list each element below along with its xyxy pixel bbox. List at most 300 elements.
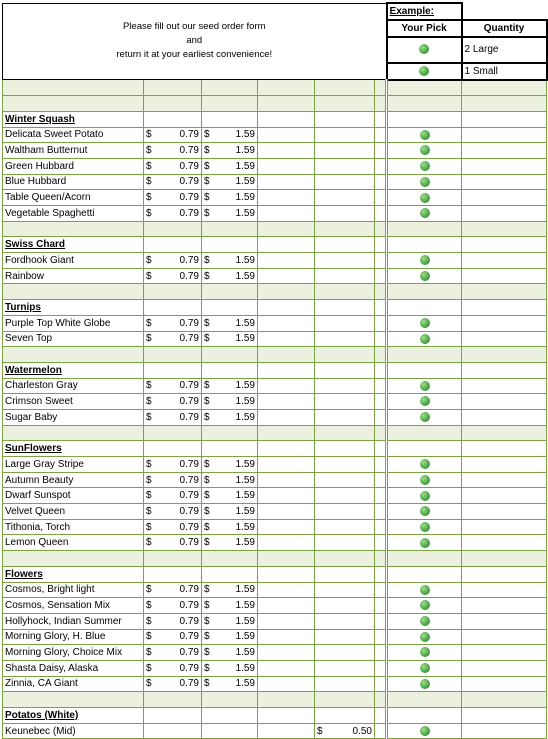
small-price	[144, 331, 202, 347]
your-pick-cell[interactable]	[387, 190, 462, 206]
pick-dot-icon[interactable]	[420, 193, 430, 203]
small-price	[144, 519, 202, 535]
pound-price	[315, 472, 375, 488]
currency-symbol: $	[204, 474, 210, 486]
pick-dot-icon[interactable]	[420, 538, 430, 548]
pick-dot-icon[interactable]	[420, 145, 430, 155]
large-price	[202, 472, 258, 488]
large-price	[202, 409, 258, 425]
your-pick-cell[interactable]	[387, 394, 462, 410]
your-pick-cell[interactable]	[387, 347, 462, 363]
pound-price	[315, 676, 375, 692]
currency-symbol: $	[204, 647, 210, 659]
quantity-cell[interactable]	[462, 441, 547, 457]
quantity-header: Quantity	[462, 20, 547, 37]
quantity-cell[interactable]	[462, 221, 547, 237]
category-label: Watermelon	[3, 362, 144, 378]
price-value: 0.79	[179, 333, 199, 345]
currency-symbol: $	[146, 647, 152, 659]
your-pick-cell[interactable]	[387, 613, 462, 629]
variety-name	[3, 96, 144, 112]
pound-price	[315, 158, 375, 174]
your-pick-cell[interactable]	[387, 143, 462, 159]
table-row	[3, 378, 547, 394]
spacer-cell	[375, 504, 387, 520]
quantity-cell[interactable]	[462, 111, 547, 127]
table-row	[3, 723, 547, 739]
large-price	[202, 613, 258, 629]
your-pick-cell[interactable]	[387, 519, 462, 535]
your-pick-cell[interactable]	[387, 645, 462, 661]
your-pick-cell[interactable]	[387, 331, 462, 347]
currency-symbol: $	[317, 725, 323, 737]
variety-name: Cosmos, Sensation Mix	[3, 598, 144, 614]
variety-name: Charleston Gray	[3, 378, 144, 394]
quantity-cell[interactable]	[462, 613, 547, 629]
price-value: 1.59	[235, 647, 255, 659]
category-row	[3, 237, 547, 253]
price-value: 0.79	[179, 270, 199, 282]
currency-symbol: $	[204, 333, 210, 345]
large-price	[202, 488, 258, 504]
your-pick-cell[interactable]	[387, 174, 462, 190]
pound-price	[315, 660, 375, 676]
empty-cell	[258, 206, 315, 222]
pick-dot-icon[interactable]	[420, 459, 430, 469]
spacer-cell	[375, 237, 387, 253]
price-value: 1.59	[235, 254, 255, 266]
your-pick-cell[interactable]	[387, 80, 462, 96]
currency-symbol: $	[146, 615, 152, 627]
quantity-cell[interactable]	[462, 300, 547, 316]
quantity-cell[interactable]	[462, 331, 547, 347]
quantity-cell[interactable]	[462, 315, 547, 331]
your-pick-cell[interactable]	[387, 362, 462, 378]
currency-symbol: $	[146, 521, 152, 533]
variety-name: Tithonia, Torch	[3, 519, 144, 535]
pick-dot-icon[interactable]	[420, 679, 430, 689]
currency-symbol: $	[204, 396, 210, 408]
currency-symbol: $	[146, 662, 152, 674]
your-pick-cell[interactable]	[387, 488, 462, 504]
variety-name: Keunebec (Mid)	[3, 723, 144, 739]
price-value: 1.59	[235, 490, 255, 502]
pound-price	[315, 111, 375, 127]
variety-name: Blue Hubbard	[3, 174, 144, 190]
large-price	[202, 268, 258, 284]
table-row	[3, 253, 547, 269]
pound-price	[315, 347, 375, 363]
price-value: 1.59	[235, 505, 255, 517]
spacer-cell	[375, 158, 387, 174]
your-pick-cell[interactable]	[387, 629, 462, 645]
table-row	[3, 190, 547, 206]
quantity-cell[interactable]	[462, 692, 547, 708]
your-pick-cell[interactable]	[387, 723, 462, 739]
table-row	[3, 660, 547, 676]
spacer-cell	[375, 190, 387, 206]
empty-cell	[258, 472, 315, 488]
small-price	[144, 268, 202, 284]
empty-cell	[258, 143, 315, 159]
large-price	[202, 504, 258, 520]
quantity-cell[interactable]	[462, 190, 547, 206]
price-value: 0.79	[179, 662, 199, 674]
empty-cell	[258, 394, 315, 410]
variety-name: Seven Top	[3, 331, 144, 347]
your-pick-cell[interactable]	[387, 692, 462, 708]
small-price	[144, 504, 202, 520]
large-price	[202, 660, 258, 676]
spacer-cell	[375, 127, 387, 143]
empty-cell	[258, 284, 315, 300]
your-pick-cell[interactable]	[387, 253, 462, 269]
price-value: 1.59	[235, 317, 255, 329]
pound-price	[315, 488, 375, 504]
blank-row	[3, 221, 547, 237]
pick-dot-icon[interactable]	[420, 130, 430, 140]
spacer-cell	[375, 629, 387, 645]
your-pick-cell[interactable]	[387, 457, 462, 473]
quantity-cell[interactable]	[462, 237, 547, 253]
quantity-cell[interactable]	[462, 598, 547, 614]
pound-price	[315, 80, 375, 96]
small-price	[144, 284, 202, 300]
intro-line-2: and	[186, 35, 203, 47]
large-price	[202, 237, 258, 253]
large-price	[202, 441, 258, 457]
variety-name	[3, 284, 144, 300]
pound-price	[315, 409, 375, 425]
small-price	[144, 535, 202, 551]
pick-dot-icon[interactable]	[420, 412, 430, 422]
spacer-cell	[375, 598, 387, 614]
quantity-cell[interactable]	[462, 158, 547, 174]
price-value: 0.79	[179, 317, 199, 329]
quantity-cell[interactable]	[462, 284, 547, 300]
small-price	[144, 645, 202, 661]
spacer-cell	[375, 206, 387, 222]
pound-price	[315, 613, 375, 629]
variety-name: Large Gray Stripe	[3, 457, 144, 473]
table-row	[3, 457, 547, 473]
pick-dot-icon[interactable]	[420, 177, 430, 187]
table-row	[3, 598, 547, 614]
currency-symbol: $	[146, 505, 152, 517]
your-pick-cell[interactable]	[387, 96, 462, 112]
variety-name: Morning Glory, Choice Mix	[3, 645, 144, 661]
pick-dot-icon[interactable]	[420, 381, 430, 391]
pick-dot-icon[interactable]	[420, 726, 430, 736]
pick-dot-icon[interactable]	[420, 396, 430, 406]
pick-dot-icon[interactable]	[420, 475, 430, 485]
pick-dot-icon[interactable]	[420, 506, 430, 516]
quantity-cell[interactable]	[462, 378, 547, 394]
quantity-cell[interactable]	[462, 394, 547, 410]
variety-name: Green Hubbard	[3, 158, 144, 174]
large-price	[202, 692, 258, 708]
spacer-cell	[375, 362, 387, 378]
small-price	[144, 111, 202, 127]
your-pick-cell[interactable]	[387, 660, 462, 676]
empty-cell	[258, 425, 315, 441]
empty-cell	[258, 331, 315, 347]
your-pick-cell[interactable]	[387, 206, 462, 222]
your-pick-cell[interactable]	[387, 237, 462, 253]
your-pick-cell[interactable]	[387, 566, 462, 582]
price-value: 0.79	[179, 615, 199, 627]
large-price	[202, 143, 258, 159]
example-pick-1	[387, 37, 462, 63]
small-price	[144, 127, 202, 143]
quantity-cell[interactable]	[462, 127, 547, 143]
small-price	[144, 174, 202, 190]
spacer-cell	[375, 488, 387, 504]
quantity-cell[interactable]	[462, 629, 547, 645]
variety-name: Waltham Butternut	[3, 143, 144, 159]
blank-row	[3, 551, 547, 567]
large-price	[202, 378, 258, 394]
quantity-cell[interactable]	[462, 425, 547, 441]
pick-dot-icon[interactable]	[420, 271, 430, 281]
spacer-cell	[375, 315, 387, 331]
pound-price	[315, 96, 375, 112]
quantity-cell[interactable]	[462, 253, 547, 269]
small-price	[144, 237, 202, 253]
your-pick-cell[interactable]	[387, 551, 462, 567]
price-value: 0.79	[179, 584, 199, 596]
currency-symbol: $	[204, 537, 210, 549]
empty-cell	[258, 519, 315, 535]
quantity-cell[interactable]	[462, 660, 547, 676]
quantity-cell[interactable]	[462, 409, 547, 425]
empty-cell	[258, 723, 315, 739]
pound-price	[315, 645, 375, 661]
price-value: 1.59	[235, 600, 255, 612]
small-price	[144, 425, 202, 441]
price-value: 0.79	[179, 474, 199, 486]
quantity-cell[interactable]	[462, 676, 547, 692]
pick-dot-icon[interactable]	[420, 318, 430, 328]
pound-price	[315, 457, 375, 473]
price-value: 1.59	[235, 521, 255, 533]
currency-symbol: $	[146, 631, 152, 643]
your-pick-cell[interactable]	[387, 472, 462, 488]
quantity-cell[interactable]	[462, 96, 547, 112]
quantity-cell[interactable]	[462, 582, 547, 598]
your-pick-cell[interactable]	[387, 221, 462, 237]
variety-name: Lemon Queen	[3, 535, 144, 551]
pick-dot-icon[interactable]	[420, 522, 430, 532]
large-price	[202, 551, 258, 567]
large-price	[202, 206, 258, 222]
quantity-cell[interactable]	[462, 206, 547, 222]
currency-symbol: $	[204, 678, 210, 690]
your-pick-cell[interactable]	[387, 708, 462, 724]
your-pick-cell[interactable]	[387, 582, 462, 598]
pick-dot-icon[interactable]	[420, 632, 430, 642]
quantity-cell[interactable]	[462, 551, 547, 567]
spacer-cell	[375, 80, 387, 96]
table-row	[3, 613, 547, 629]
pick-dot-icon[interactable]	[420, 161, 430, 171]
your-pick-cell[interactable]	[387, 409, 462, 425]
empty-cell	[258, 613, 315, 629]
price-value: 0.79	[179, 647, 199, 659]
spacer-cell	[375, 472, 387, 488]
your-pick-cell[interactable]	[387, 504, 462, 520]
example-pick-2	[387, 63, 462, 80]
your-pick-cell[interactable]	[387, 676, 462, 692]
price-value: 0.79	[179, 521, 199, 533]
currency-symbol: $	[146, 160, 152, 172]
currency-symbol: $	[204, 160, 210, 172]
your-pick-cell[interactable]	[387, 111, 462, 127]
category-row	[3, 441, 547, 457]
currency-symbol: $	[146, 380, 152, 392]
quantity-cell[interactable]	[462, 362, 547, 378]
spacer-cell	[375, 300, 387, 316]
quantity-cell[interactable]	[462, 457, 547, 473]
empty-cell	[258, 378, 315, 394]
large-price	[202, 174, 258, 190]
large-price	[202, 284, 258, 300]
empty-cell	[258, 96, 315, 112]
large-price	[202, 723, 258, 739]
large-price	[202, 315, 258, 331]
price-value: 0.79	[179, 129, 199, 141]
spacer-cell	[375, 723, 387, 739]
empty-cell	[258, 158, 315, 174]
variety-name: Delicata Sweet Potato	[3, 127, 144, 143]
currency-symbol: $	[146, 411, 152, 423]
your-pick-cell[interactable]	[387, 127, 462, 143]
price-value: 0.79	[179, 207, 199, 219]
quantity-cell[interactable]	[462, 143, 547, 159]
pick-dot-icon[interactable]	[420, 585, 430, 595]
quantity-cell[interactable]	[462, 645, 547, 661]
pound-price	[315, 441, 375, 457]
price-value: 1.59	[235, 380, 255, 392]
quantity-cell[interactable]	[462, 535, 547, 551]
pound-price	[315, 221, 375, 237]
pick-dot-icon[interactable]	[420, 647, 430, 657]
pick-dot-icon[interactable]	[420, 663, 430, 673]
your-pick-cell[interactable]	[387, 268, 462, 284]
your-pick-cell[interactable]	[387, 441, 462, 457]
category-label: Winter Squash	[3, 111, 144, 127]
quantity-cell[interactable]	[462, 708, 547, 724]
empty-cell	[258, 268, 315, 284]
example-qty-2: 1 Small	[462, 63, 547, 80]
quantity-cell[interactable]	[462, 519, 547, 535]
quantity-cell[interactable]	[462, 723, 547, 739]
price-value: 1.59	[235, 631, 255, 643]
pick-dot-icon[interactable]	[420, 600, 430, 610]
large-price	[202, 158, 258, 174]
order-table	[2, 2, 548, 739]
your-pick-cell[interactable]	[387, 284, 462, 300]
variety-name: Rainbow	[3, 268, 144, 284]
spacer-cell	[375, 143, 387, 159]
pound-price	[315, 551, 375, 567]
price-value: 1.59	[235, 678, 255, 690]
large-price	[202, 331, 258, 347]
pick-dot-icon	[419, 66, 429, 76]
currency-symbol: $	[204, 600, 210, 612]
spacer-cell	[375, 692, 387, 708]
empty-cell	[258, 598, 315, 614]
large-price	[202, 519, 258, 535]
pound-price	[315, 206, 375, 222]
price-value: 1.59	[235, 207, 255, 219]
price-value: 1.59	[235, 333, 255, 345]
quantity-cell[interactable]	[462, 347, 547, 363]
pick-dot-icon[interactable]	[420, 255, 430, 265]
pick-dot-icon[interactable]	[420, 208, 430, 218]
small-price	[144, 378, 202, 394]
currency-symbol: $	[146, 333, 152, 345]
your-pick-cell[interactable]	[387, 535, 462, 551]
small-price	[144, 613, 202, 629]
large-price	[202, 598, 258, 614]
small-price	[144, 300, 202, 316]
currency-symbol: $	[204, 207, 210, 219]
pick-dot-icon[interactable]	[420, 491, 430, 501]
your-pick-cell[interactable]	[387, 300, 462, 316]
large-price	[202, 347, 258, 363]
empty-cell	[258, 409, 315, 425]
empty-cell	[258, 80, 315, 96]
large-price	[202, 582, 258, 598]
spacer-cell	[375, 174, 387, 190]
empty-cell	[258, 676, 315, 692]
quantity-cell[interactable]	[462, 504, 547, 520]
small-price	[144, 598, 202, 614]
example-label: Example:	[387, 3, 462, 20]
quantity-cell[interactable]	[462, 488, 547, 504]
large-price	[202, 96, 258, 112]
pick-dot-icon[interactable]	[420, 334, 430, 344]
your-pick-cell[interactable]	[387, 598, 462, 614]
currency-symbol: $	[146, 474, 152, 486]
currency-symbol: $	[204, 615, 210, 627]
table-row	[3, 143, 547, 159]
small-price	[144, 472, 202, 488]
price-value: 0.79	[179, 254, 199, 266]
your-pick-cell[interactable]	[387, 378, 462, 394]
quantity-cell[interactable]	[462, 174, 547, 190]
price-value: 0.79	[179, 396, 199, 408]
your-pick-cell[interactable]	[387, 158, 462, 174]
currency-symbol: $	[204, 192, 210, 204]
spacer-cell	[375, 660, 387, 676]
pound-price	[315, 708, 375, 724]
quantity-cell[interactable]	[462, 80, 547, 96]
pound-price	[315, 723, 375, 739]
currency-symbol: $	[204, 458, 210, 470]
large-price	[202, 221, 258, 237]
currency-symbol: $	[146, 600, 152, 612]
pick-dot-icon[interactable]	[420, 616, 430, 626]
quantity-cell[interactable]	[462, 472, 547, 488]
spacer-cell	[375, 221, 387, 237]
quantity-cell[interactable]	[462, 566, 547, 582]
table-row	[3, 315, 547, 331]
your-pick-cell[interactable]	[387, 315, 462, 331]
your-pick-cell[interactable]	[387, 425, 462, 441]
quantity-cell[interactable]	[462, 268, 547, 284]
